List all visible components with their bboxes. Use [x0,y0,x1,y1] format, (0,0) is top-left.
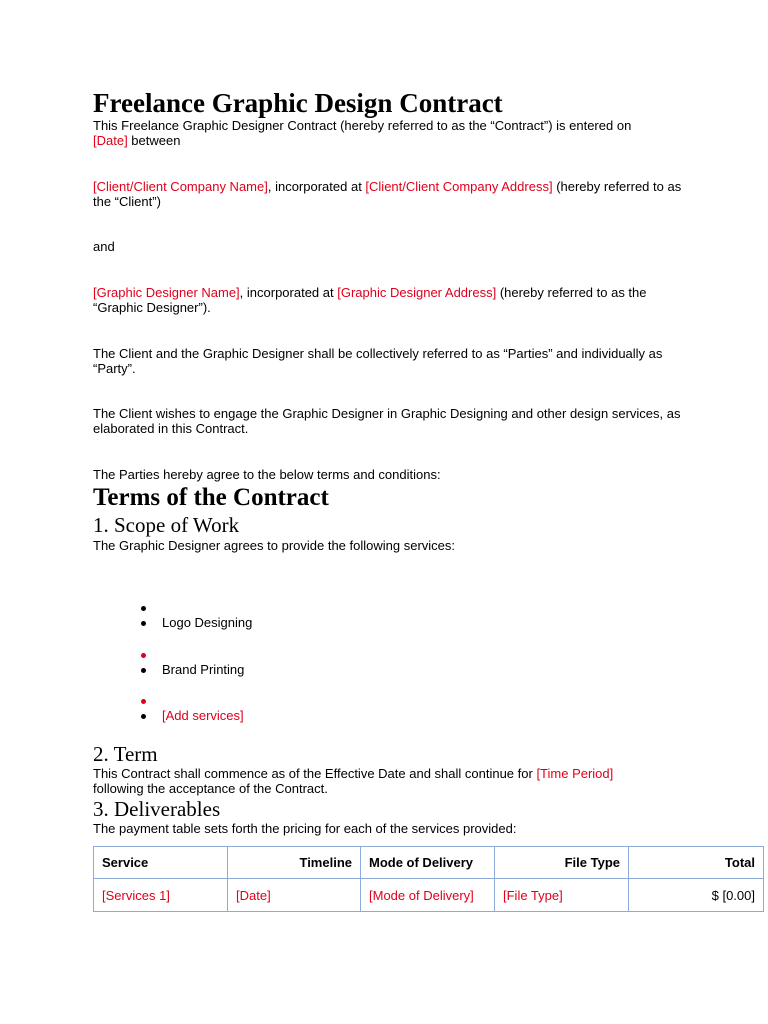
scope-heading: 1. Scope of Work [93,513,240,537]
table-cell: $ [0.00] [629,879,764,912]
bullet-icon [141,606,146,611]
term-text: This Contract shall commence as of the Effective Date and shall continue for [93,766,537,781]
agree-paragraph: The Parties hereby agree to the below terms and conditions: [93,467,441,482]
designer-paragraph [93,285,683,315]
empty-bullet [93,647,653,663]
designer-suffix-text: (hereby referred to as the “Graphic Designer”). [93,285,647,315]
intro-between: between [127,133,181,148]
bullet-icon [141,714,146,719]
client-mid-text: , incorporated at [267,179,366,194]
scope-intro: The Graphic Designer agrees to provide the following services: [93,538,456,553]
document-title: Freelance Graphic Design Contract [93,88,503,118]
designer-address-placeholder: [Graphic Designer Address] [337,285,497,300]
payment-table [93,846,764,912]
list-item-text: [Add services] [162,708,244,723]
list-item [93,615,653,631]
and-text: and [93,239,115,254]
designer-name-placeholder: [Graphic Designer Name] [93,285,240,300]
bullet-icon [141,699,146,704]
date-placeholder: [Date] [93,133,128,148]
client-suffix-text: (hereby referred to as the “Client”) [93,179,682,209]
table-row [94,879,764,912]
term-suffix-text: following the acceptance of the Contract. [93,781,328,796]
intro-paragraph [93,118,683,148]
column-header: Service [94,847,228,879]
time-period-placeholder: [Time Period] [536,766,614,781]
table-cell: [File Type] [495,879,629,912]
engage-paragraph: The Client wishes to engage the Graphic Designer in Graphic Designing and other design services, as elaborated in this Contract. [93,406,681,436]
table-header-row [94,847,764,879]
table-cell: [Date] [228,879,361,912]
column-header: Total [629,847,764,879]
list-item-text: Brand Printing [162,662,245,677]
table-cell: [Mode of Delivery] [361,879,495,912]
bullet-icon [141,621,146,626]
table-cell: [Services 1] [94,879,228,912]
column-header: File Type [495,847,629,879]
terms-heading: Terms of the Contract [93,484,329,511]
column-header: Mode of Delivery [361,847,495,879]
list-item [93,708,653,724]
deliverables-heading: 3. Deliverables [93,797,221,821]
client-paragraph [93,179,683,209]
list-item-text: Logo Designing [162,615,253,630]
list-item [93,662,653,678]
bullet-icon [141,653,146,658]
empty-bullet [93,693,653,709]
intro-text: This Freelance Graphic Designer Contract (hereby referred to as the “Contract”) is entered on [93,118,632,133]
empty-bullet [93,600,653,616]
term-heading: 2. Term [93,742,158,766]
client-name-placeholder: [Client/Client Company Name] [93,179,268,194]
bullet-icon [141,668,146,673]
term-paragraph [93,766,683,796]
client-address-placeholder: [Client/Client Company Address] [365,179,553,194]
deliverables-intro: The payment table sets forth the pricing for each of the services provided: [93,821,517,836]
column-header: Timeline [228,847,361,879]
designer-mid-text: , incorporated at [239,285,338,300]
parties-paragraph: The Client and the Graphic Designer shall be collectively referred to as “Parties” and individually as “Party”. [93,346,663,376]
